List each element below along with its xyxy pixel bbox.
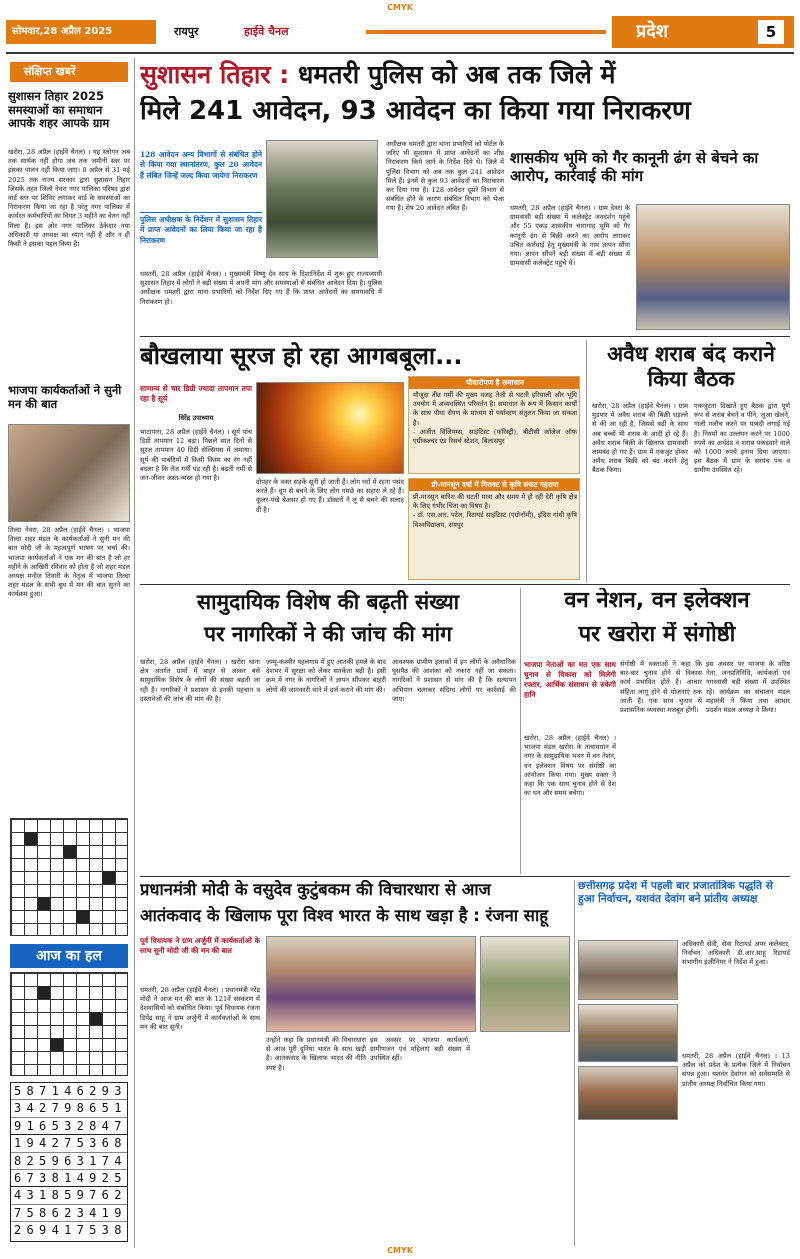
onenation-body-2: संगोष्ठी में वक्ताओं ने कहा कि बार-बार चुनाव होने से विकास कार्य प्रभावित होते हैं। आचार संहिता लागू होने से योजनाएं रुक जाती हैं। एक साथ चुनाव से प्रशासनिक व्यवस्था मजबूत होगी।: [620, 660, 702, 715]
lead-body-1: धमतरी, 28 अप्रैल (हाईवे चैनल) । मुख्यमंत्री विष्णु देव साय के दिशानिर्देश में शुरू हुए राज्यव्यापी सुशासन तिहार में लोगों ने बढ़ी संख्या में अपनी मांग और समस्याओं से संबंधित आवेदन दिया है। पुलिस अधीक्षक धमतरी द्वारा थाना प्रभारियों को निर्देश दिए गए हैं कि प्राप्त आवेदनों का समयावधि में निराकरण हो।: [140, 270, 382, 306]
brief-news-tab: संक्षिप्त खबरें: [10, 62, 128, 82]
land-body: धमतरी, 28 अप्रैल (हाईवे चैनल) । ग्राम देवरा के ग्रामवासी बड़ी संख्या में कलेक्ट्रेट जनदर्शन पहुंचे और 55 एकड़ शासकीय चारागाह भूमि को गैर कानूनी ढंग से बिक्री करने का आरोप लगाकर उचित कार्रवाई हेतु मुख्यमंत्री के नाम ज्ञापन सौंपा गया। ज्ञापन सौंपने बड़ी संख्या में बड़ी संख्या में ग्रामवासी कलेक्ट्रेट पहुंचे थे।: [510, 204, 630, 268]
crossword-grid: [10, 818, 128, 936]
crossword-block: [37, 986, 50, 999]
puzzle-answer-title: आज का हल: [10, 944, 128, 968]
sun-body-1: भाटापारा, 28 अप्रैल (हाईवे चैनल) । सूर्य पांच डिग्री तापमान 12 बढ़ा। पिछले सात दिनों से सूरज तापमान 40 डिग्री सेल्सियस में जमाया। सूर्य की पाबंदियों में किसी किस्म का रंग नहीं बदला है कि तेज गर्मी पड़ रही है। बढ़ती गर्मी से जन-जीवन अस्त-व्यस्त हो गया है।: [140, 428, 252, 483]
modi-sub: पूर्व विधायक ने ग्राम अर्जुनी में कार्यकर्ताओं के साथ सुनी मोदी जी की मन की बात: [140, 936, 260, 955]
communal-body-1: खरोरा, 28 अप्रैल (हाईवे चैनल) । खरोरा थाना क्षेत्र अंतर्गत ग्रामों में बाहर से आकर बसे सामुदायिक विशेष के लोगों की संख्या बढ़ती जा रही है। नागरिकों ने प्रशासन से इनकी पहचान व दस्तावेजों की जांच की मांग की है।: [140, 658, 260, 703]
liquor-headline: अवैध शराब बंद कराने किया बैठक: [607, 342, 775, 391]
cg-body-2: धमतरी, 28 अप्रैल (हाईवे चैनल) । 13 अप्रैल को प्रदेश के प्रत्येक जिले में निर्वाचन संपन्न हुआ। यशवंत देवांगन को सर्वसम्मति से प्रांतीय अध्यक्ष निर्वाचित किया गया।: [682, 1052, 790, 1088]
modi-body-3: इस अवसर पर भाजपा कार्यकर्ता, ग्रामीणजन एवं महिलाएं बड़ी संख्या में उपस्थित रहीं।: [370, 1036, 470, 1063]
masthead-stripe: [366, 30, 606, 34]
mid-rule: [140, 584, 790, 585]
sun-photo-heat: [256, 382, 404, 474]
land-photo-villagers: [636, 204, 790, 330]
left-column-divider: [134, 58, 135, 1248]
cg-divider: [574, 880, 575, 1246]
sudoku-row: 587146293: [11, 1083, 127, 1100]
onenation-sub: भाजपा नेताओं का मत एक साथ चुनाव से विकास को मिलेगी रफ्तार, आर्थिक संसाधन से रुकेगी हानि: [524, 660, 616, 699]
lead-photo-officer: [266, 140, 378, 258]
page-number: 5: [758, 20, 784, 44]
lead-headline-line-2: मिले 241 आवेदन, 93 आवेदन का किया गया निराकरण: [140, 96, 691, 126]
monsoon-box-title: प्री-मानसून वर्षा में गिरावट से कृषि संकट गहराया: [409, 479, 580, 491]
cmyk-top-mark: CMYK: [387, 3, 413, 12]
sudoku-grid: [10, 1082, 128, 1242]
masthead: [6, 16, 794, 48]
communal-headline-2: पर नागरिकों ने की जांच की मांग: [204, 622, 452, 646]
sun-sub: सामान्य से चार डिग्री ज्यादा तापमान तपा रहा है सूर्य: [140, 384, 252, 403]
brief-1-body: खरोरा, 28 अप्रैल (हाईवे चैनल) । यह स्लोगन अब तक सार्थक नहीं होगा जब तक जमीनी स्तर पर इसका पालन नहीं किया जाए। 8 अप्रैल से 31 मई 2025 तक राज्य सरकार द्वारा सुशासन तिहार जिसके तहत जिलो नेवरा नगर पालिका परिषद द्वारा वार्ड स्तर पर शिविर लगाकर वार्ड के समस्याओं का निराकरण किया जा रहा है परंतु नगर पालिका में कार्यरत कर्मचारियों का विगत 3 महीने का वेतन नहीं मिला है। इस ओर नगर पालिका ठेकेदार नया अधिकारी या अध्यक्ष का ध्यान नहीं है और न ही किसी ने इसका पहल किया है।: [8, 148, 130, 249]
lead-headline-line-1: [140, 60, 790, 94]
sudoku-row: 758623419: [11, 1205, 127, 1222]
communal-body-2: जम्मू-कश्मीर पहलगाम में हुए आतंकी हमले के बाद देशभर में सुरक्षा को लेकर सतर्कता बढ़ी है। इसी क्रम में नगर के नागरिकों ने ज्ञापन सौंपकर बाहरी लोगों की जानकारी थाने में दर्ज कराने की मांग की।: [266, 658, 386, 694]
modi-body-1: धमतरी, 28 अप्रैल (हाईवे चैनल) । प्रधानमंत्री नरेंद्र मोदी ने आज मन की बात के 121वें संस्करण में देशवासियों को संबोधित किया। पूर्व विधायक रंजना डिपेंद्र साहू ने ग्राम अर्जुनी में कार्यकर्ताओं के साथ मन की बात सुनी।: [140, 986, 260, 1031]
liquor-body-2: एकजुटता दिखाते हुए बैठक द्वारा पूर्ण रूप से शराब बेचने व पीने, जुआ खेलने, गाली गलौच करने पर पाबंदी लगाई गई है। नियमों का उल्लंघन करने पर 1000 रुपये का अर्थदंड व शराब पकड़वाने वाले को 1000 रुपये इनाम दिया जाएगा। इस बैठक में ग्राम के सरपंच पंच व ग्रामीण उपस्थित रहे।: [694, 402, 790, 475]
land-headline: शासकीय भूमि को गैर कानूनी ढंग से बेचने का आरोप, कार्रवाई की मांग: [510, 150, 759, 185]
masthead-rule: [6, 52, 794, 54]
section-banner: [612, 16, 794, 48]
brief-2-photo: [8, 424, 130, 522]
plantation-box-body: मौजूदा तीव्र गर्मी की मुख्य वजह तेजी से घटती हरियाली और भूमि उपयोग में अव्यवस्थित परिवर्तन है। समाधान के रूप में किसान कार्यों के साथ पौधा रोपण के माध्यम से पर्यावरण संतुलन किया जा सकता है। - अजीत विलियम्स, साइंटिस्ट (फॉरेस्ट्री), बीटीसी कॉलेज ऑफ एग्रीकल्चर एंड रिसर्च स्टेशन, बिलासपुर: [413, 391, 577, 446]
cg-headline: छत्तीसगढ़ प्रदेश में पहली बार प्रजातांत्रिक पद्धति से हुआ निर्वाचन, यशवंत देवांग बने प्रांतीय अध्यक्ष: [578, 880, 773, 905]
lower-rule: [140, 876, 790, 877]
brief-1-headline: सुशासन तिहार 2025 समस्याओं का समाधान आपके शहर आपके ग्राम: [8, 90, 110, 131]
lead-body-2: अधीक्षक धमतरी द्वारा थाना प्रभारियों को पोर्टल के जरिए भी सुशासन में प्राप्त आवेदनों का शीघ्र निराकरण किये जाने के निर्देश दिये थे। जिले में पुलिस विभाग को अब तक कुल 241 आवेदन मिले हैं। इनमें से कुल 93 आवेदनों का निराकरण कर दिया गया है। 128 आवेदन दूसरे विभाग से संबंधित होने के कारण संबंधित विभाग को भेजा गया है। शेष 20 आवेदन लंबित हैं।: [386, 140, 504, 213]
sudoku-row: 825963174: [11, 1153, 127, 1170]
cg-body-1: अधिकारी सेवी, सेवा रिटायर्ड अपर कलेक्टर, निर्वाचन अधिकारी डी.आर.साहू रिटायर्ड संभागीय इंजीनियर ने निर्देश में हुआ।: [682, 940, 790, 967]
liquor-divider: [586, 340, 587, 582]
monsoon-box-body: प्री-मानसून बारिश की घटती मात्रा और समय में हो रही देरी कृषि क्षेत्र के लिए गंभीर चिंता का विषय है। - डॉ. एस.आर. पटेल, रिटायर्ड साइंटिस्ट (एग्रोनॉमी), इंदिरा गांधी कृषि विश्वविद्यालय, रायपुर: [413, 493, 577, 529]
sun-box-plantation: [408, 376, 580, 474]
cg-photo-2: [578, 1004, 678, 1062]
onenation-body-3: इस अवसर पर भाजपा के वरिष्ठ नेता, जनप्रतिनिधि, कार्यकर्ता एवं नगरवासी बड़ी संख्या में उपस्थित रहे। कार्यक्रम का संचालन मंडल महामंत्री ने किया तथा आभार प्रदर्शन मंडल अध्यक्ष ने किया।: [706, 660, 790, 715]
onenation-body-1: खरोरा, 28 अप्रैल (हाईवे चैनल) । भाजपा मंडल खरोरा के तत्वावधान में नगर के सामुदायिक भवन में वन नेशन, वन इलेक्शन विषय पर संगोष्ठी का आयोजन किया गया। मुख्य वक्ता ने कहा कि एक साथ चुनाव होने से देश का धन और समय बचेगा।: [524, 734, 616, 798]
cg-photo-1: [578, 940, 678, 1000]
brief-2-headline: भाजपा कार्यकर्ताओं ने सुनी मन की बात: [8, 384, 122, 411]
sun-box-monsoon: [408, 478, 580, 580]
sun-body-2: दोपहर के वक्त सड़कें सूनी हो जाती हैं। लोग घरों में रहना पसंद करते हैं। धूप से बचने के लिए लोग गमछे का सहारा ले रहे हैं। कूलर-पंखे बेअसर हो गए हैं। डॉक्टरों ने लू से बचने की सलाह दी है।: [256, 478, 404, 514]
date-label: सोमवार,28 अप्रैल 2025: [6, 20, 156, 44]
crossword-block: [63, 845, 76, 858]
modi-headline-1: प्रधानमंत्री मोदी के वसुदेव कुटुंबकम की विचारधारा से आज: [140, 880, 491, 899]
sudoku-row: 673814925: [11, 1170, 127, 1187]
onenation-divider: [520, 588, 521, 874]
sun-headline: बौखलाया सूरज हो रहा आगबबूला...: [140, 342, 463, 370]
sun-byline: विरेंद्र उपाध्याय: [178, 414, 214, 422]
sudoku-row: 194275368: [11, 1135, 127, 1152]
city-label: रायपुर: [174, 25, 199, 38]
sudoku-row: 916532847: [11, 1118, 127, 1135]
lead-sub-2: पुलिस अधीक्षक के निर्देशन में सुशासन तिहार में प्राप्त आवेदनों का लिया किया जा रहा है निराकरण: [140, 212, 262, 268]
lead-sub-1: 128 आवेदन अन्य विभागों से संबंधित होने से किया गया स्थानांतरण, कुल 20 आवेदन हैं लंबित जिन्हें जल्द किया जायेगा निराकरण: [140, 150, 262, 180]
onenation-headline-2: पर खरोरा में संगोष्ठी: [578, 622, 736, 647]
lead-bottom-rule: [140, 336, 790, 337]
cg-photo-3: [578, 1066, 678, 1120]
crossword-block: [89, 1012, 102, 1025]
communal-body-3: आवश्यक ग्रामीण इलाकों में इन लोगों के अवैधानिक घुसपैठ की आशंका को नकारा नहीं जा सकता। नागरिकों ने प्रशासन से मांग की है कि सत्यापन अभियान चलाकर संदिग्ध लोगों पर कार्रवाई की जाए।: [392, 658, 516, 703]
liquor-body-1: खरोरा, 28 अप्रैल (हाईवे चैनल) । ग्राम मुड़पार में अवैध शराब की बिक्री धड़ल्ले से की जा रही है, जिससे बढ़ी के साथ अब बच्चों भी शराब के आदी हो रहे हैं। अवैध शराब बिक्री के खिलाफ ग्रामवासी लामबंद हो गए हैं। ग्राम में एकजुट होकर अवैध शराब बिक्री को बंद कराने हेतु बैठक किया।: [592, 402, 688, 475]
sudoku-row: 342798651: [11, 1100, 127, 1117]
section-title: प्रदेश: [636, 21, 669, 42]
lead-headline-part-1: धमतरी पुलिस को अब तक जिले में: [297, 60, 616, 89]
modi-photo-group: [266, 936, 476, 1032]
crossword-answer-grid: [10, 972, 128, 1076]
cmyk-bottom-mark: CMYK: [387, 1246, 413, 1255]
crossword-block: [50, 1038, 63, 1051]
modi-photo-meeting: [480, 936, 570, 1032]
sudoku-row: 431859762: [11, 1187, 127, 1204]
crossword-block: [24, 832, 37, 845]
modi-body-2: उन्होंने कहा कि प्रधानमंत्री की विचारधारा से आज पूरी दुनिया भारत के साथ खड़ी है। आतंकवाद के खिलाफ भारत की नीति स्पष्ट है।: [266, 1036, 366, 1072]
crossword-block: [37, 897, 50, 910]
brief-2-body: तिल्दा नेवरा, 28 अप्रैल (हाईवे चैनल) । भाजपा तिल्दा शहर मंडल के कार्यकर्ताओं ने सुनी मन की बात मोदी जी के महत्वपूर्ण भाषण पर चर्चा की। भाजपा कार्यकर्ताओं ने एक मन की बात है जो हर महीने के आखिरी रविवार को होता है जो शहर मंडल अध्यक्ष मनोज तिवारी के नेतृत्व में भाजपा तिल्दा शहर मंडल के सभी बूथ में मन की बात सुनने का कार्यक्रम हुआ।: [8, 526, 130, 599]
onenation-headline-1: वन नेशन, वन इलेक्शन: [564, 588, 750, 613]
communal-headline-1: सामुदायिक विशेष की बढ़ती संख्या: [196, 590, 460, 614]
modi-headline-2: आतंकवाद के खिलाफ पूरा विश्व भारत के साथ खड़ा है : रंजना साहू: [140, 906, 548, 925]
plantation-box-title: पौधारोपण है समाधान: [409, 377, 580, 389]
brand-logo: हाईवे चैनल: [244, 25, 289, 38]
sudoku-row: 269417538: [14, 1223, 127, 1238]
crossword-block: [76, 910, 89, 923]
lead-kicker: सुशासन तिहार :: [140, 60, 290, 89]
crossword-block: [102, 871, 115, 884]
